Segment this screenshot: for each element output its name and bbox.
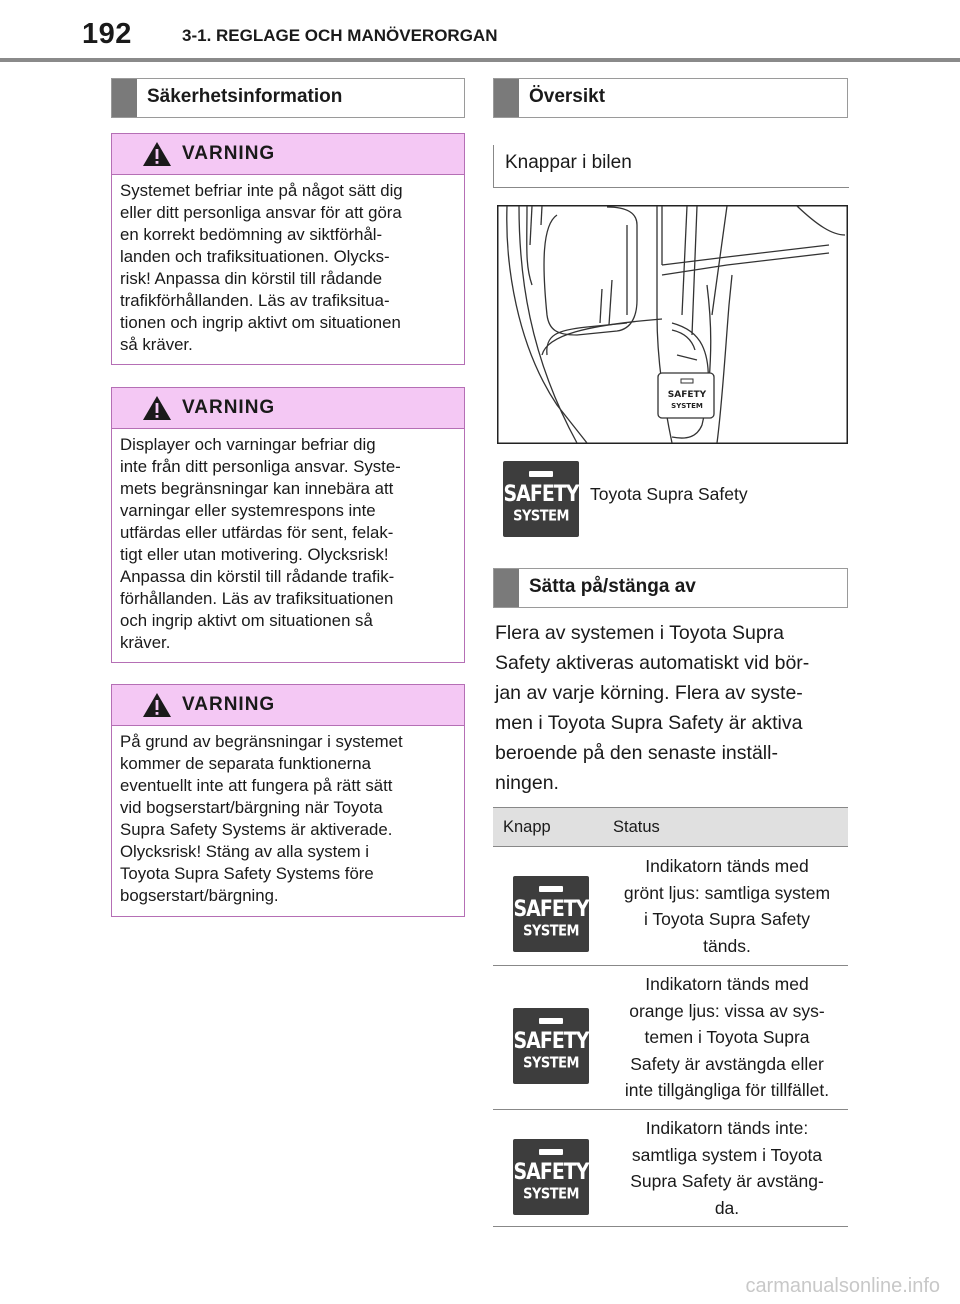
warning-triangle-icon: [142, 692, 172, 718]
text-line: Systemet befriar inte på något sätt dig: [120, 181, 403, 200]
badge-label: SAFETY: [513, 896, 589, 922]
text-line: och ingrip aktivt om situationen så: [120, 611, 373, 630]
table-row: [493, 847, 848, 966]
text-line: da.: [714, 1197, 740, 1218]
page-number: 192: [82, 18, 132, 50]
warning-text: [112, 429, 464, 654]
warning-title: VARNING: [182, 694, 276, 715]
text-line: risk! Anpassa din körstil till rådande: [120, 269, 383, 288]
table-cell-status: [606, 847, 848, 966]
header-divider: [0, 58, 960, 62]
text-line: en korrekt bedömning av siktförhål-: [120, 225, 383, 244]
warning-box-3: [111, 684, 465, 917]
watermark[interactable]: carmanualsonline.info: [745, 1275, 940, 1297]
text-line: vid bogserstart/bärgning när Toyota: [120, 798, 383, 817]
badge-label: SYSTEM: [523, 1054, 579, 1073]
heading-marker: [494, 79, 519, 117]
text-line: varningar eller systemrespons inte: [120, 501, 376, 520]
heading-marker: [494, 569, 519, 607]
safety-system-button-icon: [513, 876, 589, 952]
button-caption: Toyota Supra Safety: [590, 484, 748, 504]
body-paragraph: [495, 618, 809, 798]
warning-text: [112, 175, 464, 356]
badge-indicator: [539, 886, 563, 892]
text-line: grönt ljus: samtliga system: [623, 882, 831, 903]
text-line: tigt eller utan motivering. Olycksrisk!: [120, 545, 389, 564]
safety-system-button-icon: [503, 461, 579, 537]
badge-indicator: [539, 1149, 563, 1155]
text-line: Supra Safety Systems är aktiverade.: [120, 820, 393, 839]
table-cell-icon: [493, 966, 606, 1110]
warning-title: VARNING: [182, 397, 276, 418]
text-line: mets begränsningar kan innebära att: [120, 479, 394, 498]
badge-label: SYSTEM: [523, 922, 579, 941]
text-line: kräver.: [120, 633, 171, 652]
table-row: [493, 966, 848, 1110]
text-line: Toyota Supra Safety Systems före: [120, 864, 374, 883]
badge-indicator: [529, 471, 553, 477]
text-line: trafikförhållanden. Läs av trafiksitua-: [120, 291, 390, 310]
safety-info-title: Säkerhetsinformation: [147, 86, 343, 107]
warning-title: VARNING: [182, 143, 276, 164]
text-line: kommer de separata funktionerna: [120, 754, 371, 773]
badge-label: SAFETY: [513, 1028, 589, 1054]
text-line: ningen.: [495, 772, 559, 794]
table-header-row: [493, 808, 848, 847]
table-row: [493, 1110, 848, 1227]
text-line: bogserstart/bärgning.: [120, 886, 279, 905]
warning-header: [112, 685, 464, 726]
text-line: förhållanden. Läs av trafiksituationen: [120, 589, 394, 608]
subheading: [493, 145, 849, 188]
status-table: [493, 807, 848, 1227]
warning-triangle-icon: [142, 141, 172, 167]
safety-system-button-icon: [513, 1139, 589, 1215]
text-line: Indikatorn tänds inte:: [645, 1118, 809, 1138]
text-line: Indikatorn tänds med: [645, 856, 809, 876]
table-cell-status: [606, 966, 848, 1110]
text-line: Anpassa din körstil till rådande trafik-: [120, 567, 395, 586]
text-line: eventuellt inte att fungera på rätt sätt: [120, 776, 393, 795]
warning-triangle-icon: [142, 395, 172, 421]
table-cell-icon: [493, 847, 606, 966]
subheading-text: Knappar i bilen: [505, 152, 632, 173]
badge-label: SAFETY: [513, 1159, 589, 1185]
text-line: tionen och ingrip aktivt om situationen: [120, 313, 401, 332]
text-line: Supra Safety är avstäng-: [630, 1171, 824, 1191]
heading-marker: [112, 79, 137, 117]
illustration-button-label: SYSTEM: [671, 402, 703, 410]
text-line: utfärdas eller utfärdas för sent, felak-: [120, 523, 394, 542]
text-line: Indikatorn tänds med: [645, 974, 809, 995]
illustration-button-label: SAFETY: [667, 390, 707, 400]
warning-header: [112, 134, 464, 175]
badge-label: SYSTEM: [513, 507, 569, 526]
warning-box-2: [111, 387, 465, 663]
text-line: Safety är avstängda eller: [630, 1053, 824, 1074]
safety-info-heading: [111, 78, 465, 118]
text-line: inte tillgängliga för tillfället.: [624, 1080, 830, 1101]
text-line: tänds.: [703, 935, 751, 956]
text-line: Flera av systemen i Toyota Supra: [495, 622, 785, 644]
text-line: Olycksrisk! Stäng av alla system i: [120, 842, 369, 861]
text-line: beroende på den senaste inställ-: [495, 742, 778, 764]
column-header-knapp: Knapp: [493, 808, 606, 847]
warning-text: [112, 726, 464, 907]
text-line: temen i Toyota Supra: [644, 1027, 810, 1048]
text-line: Displayer och varningar befriar dig: [120, 435, 376, 454]
table-cell-status: [606, 1110, 848, 1227]
text-line: jan av varje körning. Flera av syste-: [495, 682, 803, 704]
warning-header: [112, 388, 464, 429]
column-header-status: Status: [606, 808, 848, 847]
text-line: Safety aktiveras automatiskt vid bör-: [495, 652, 810, 674]
text-line: i Toyota Supra Safety: [643, 909, 811, 929]
text-line: inte från ditt personliga ansvar. Syste-: [120, 457, 401, 476]
overview-title: Översikt: [529, 86, 606, 107]
text-line: orange ljus: vissa av sys-: [629, 1000, 825, 1021]
text-line: men i Toyota Supra Safety är aktiva: [495, 712, 803, 734]
warning-box-1: [111, 133, 465, 365]
chapter-title: 3-1. REGLAGE OCH MANÖVERORGAN: [182, 26, 498, 45]
table-cell-icon: [493, 1110, 606, 1227]
toggle-heading: [493, 568, 848, 608]
console-illustration: [497, 205, 848, 444]
text-line: landen och trafiksituationen. Olycks-: [120, 247, 390, 266]
text-line: eller ditt personliga ansvar för att göra: [120, 203, 402, 222]
toggle-title: Sätta på/stänga av: [529, 576, 696, 597]
overview-heading: [493, 78, 848, 118]
safety-system-button-icon: [513, 1008, 589, 1084]
badge-label: SAFETY: [503, 481, 579, 507]
text-line: så kräver.: [120, 335, 193, 354]
badge-label: SYSTEM: [523, 1185, 579, 1204]
text-line: På grund av begränsningar i systemet: [120, 732, 403, 751]
badge-indicator: [539, 1018, 563, 1024]
text-line: samtliga system i Toyota: [631, 1144, 823, 1165]
